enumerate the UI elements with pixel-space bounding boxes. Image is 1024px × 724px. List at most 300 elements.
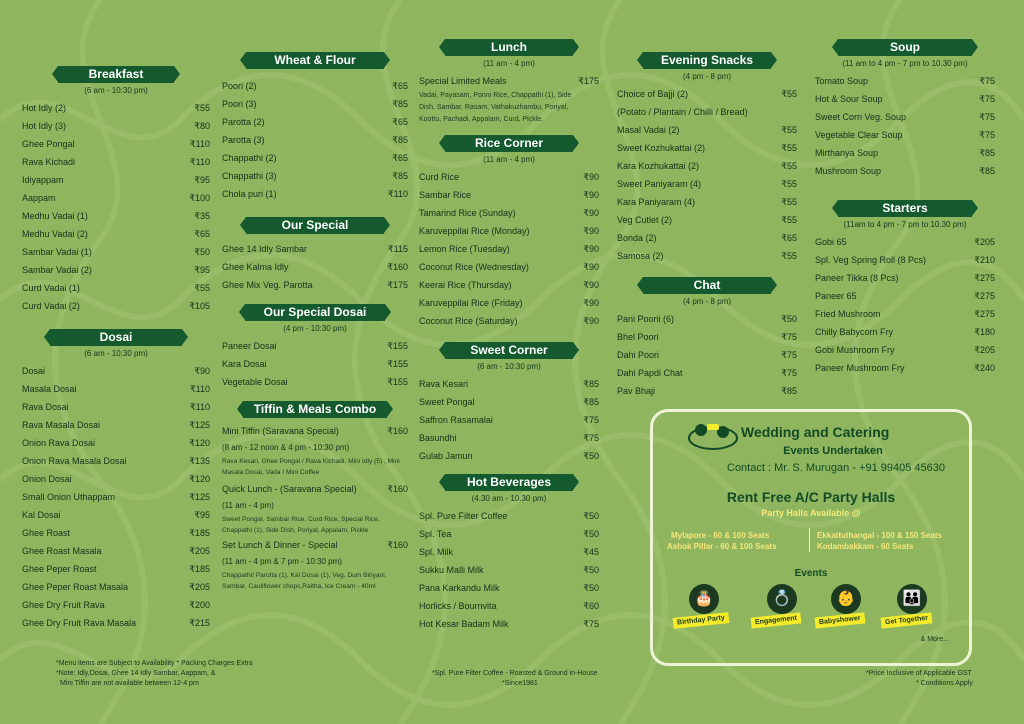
special-dosai-item-name: Vegetable Dosai: [222, 377, 288, 387]
dosai-item-name: Rava Masala Dosai: [22, 420, 101, 430]
wedding-catering-box: [650, 409, 972, 666]
hot-item-row: [419, 507, 599, 525]
dosai-item-row: [22, 416, 210, 434]
soup-item-name: Mirthanya Soup: [815, 148, 879, 158]
set-lunch-row: [222, 536, 408, 554]
chat-list: [617, 310, 797, 400]
dosai-item-name: Onion Rava Masala Dosai: [22, 456, 127, 466]
rings-icon: 💍: [767, 584, 797, 614]
starters-item-row: [815, 341, 995, 359]
chat-item-name: Bhel Poori: [617, 332, 659, 342]
rice-item-price: ₹90: [583, 298, 599, 308]
hot-item-name: Pana Karkandu Milk: [419, 583, 500, 593]
dosai-item-name: Rava Dosai: [22, 402, 69, 412]
wedding-contact: Contact : Mr. S. Murugan - +91 99405 45630: [727, 462, 945, 474]
dosai-item-name: Ghee Peper Roast: [22, 564, 97, 574]
soup-item-price: ₹85: [979, 166, 995, 176]
breakfast-item-price: ₹110: [189, 157, 210, 167]
sweet-section: [419, 342, 599, 465]
sweet-item-row: [419, 447, 599, 465]
quick-lunch-price: ₹160: [387, 484, 408, 494]
snacks-item-price: ₹55: [781, 143, 797, 153]
wedding-subtitle: Events Undertaken: [783, 445, 883, 457]
rice-item-name: Karuveppilai Rice (Monday): [419, 226, 530, 236]
rice-item-row: [419, 186, 599, 204]
soup-item-name: Hot & Sour Soup: [815, 94, 883, 104]
snacks-item-name: Veg Cutlet (2): [617, 215, 673, 225]
dosai-item-row: [22, 470, 210, 488]
starters-item-name: Fried Mushroom: [815, 309, 881, 319]
sweet-item-name: Saffron Rasamalai: [419, 415, 493, 425]
event-label: Engagement: [751, 612, 802, 628]
chat-item-name: Pani Poorii (6): [617, 314, 675, 324]
starters-item-name: Paneer 65: [815, 291, 857, 301]
cake-icon: 🎂: [689, 584, 719, 614]
wheat-item-name: Poori (2): [222, 81, 257, 91]
special-dosai-item-row: [222, 373, 408, 391]
hot-hours: (4.30 am - 10.30 pm): [471, 494, 547, 503]
our-special-section: [222, 217, 408, 294]
mini-tiffin-desc: Rava Kesari, Ghee Pongal / Rava Kichadi, Mini Idly (5) , Mini Masala Dosai, Vada / Mini Coffee: [222, 458, 400, 476]
venue-divider: [809, 528, 810, 552]
dosai-item-row: [22, 434, 210, 452]
chat-item-price: ₹50: [781, 314, 797, 324]
our-special-item-name: Ghee Mix Veg. Parotta: [222, 280, 313, 290]
starters-item-row: [815, 233, 995, 251]
starters-header: Starters: [838, 200, 972, 217]
breakfast-item-row: [22, 135, 210, 153]
party-halls-title: Rent Free A/C Party Halls: [726, 489, 896, 505]
venue-ashok-pillar: Ashok Pillar - 60 & 100 Seats: [667, 542, 777, 551]
breakfast-item-row: [22, 279, 210, 297]
dosai-item-price: ₹90: [194, 366, 210, 376]
chat-item-row: [617, 382, 797, 400]
soup-item-price: ₹75: [979, 76, 995, 86]
hot-item-price: ₹50: [583, 583, 599, 593]
soup-list: [815, 72, 995, 180]
quick-lunch-row: [222, 480, 408, 498]
soup-item-name: Sweet Corn Veg. Soup: [815, 112, 907, 122]
dosai-item-price: ₹135: [189, 456, 210, 466]
rice-item-name: Sambar Rice: [419, 190, 472, 200]
starters-item-price: ₹205: [974, 237, 995, 247]
wheat-item-name: Chappathi (3): [222, 171, 277, 181]
rice-list: [419, 168, 599, 330]
dosai-item-name: Kal Dosai: [22, 510, 61, 520]
quick-lunch-hours: (11 am - 4 pm): [222, 501, 274, 510]
starters-item-price: ₹275: [974, 273, 995, 283]
wheat-item-row: [222, 113, 408, 131]
snacks-item-row: [617, 103, 797, 121]
hot-item-row: [419, 543, 599, 561]
dosai-item-row: [22, 596, 210, 614]
breakfast-item-name: Ghee Pongal: [22, 139, 75, 149]
mini-tiffin-price: ₹160: [387, 426, 408, 436]
wheat-item-price: ₹85: [392, 99, 408, 109]
rice-item-row: [419, 168, 599, 186]
wheat-item-price: ₹65: [392, 81, 408, 91]
snacks-item-row: [617, 175, 797, 193]
dosai-item-price: ₹200: [189, 600, 210, 610]
sweet-item-price: ₹75: [583, 415, 599, 425]
soup-hours: (11 am to 4 pm - 7 pm to 10.30 pm): [842, 59, 968, 68]
dosai-item-name: Ghee Roast: [22, 528, 71, 538]
wheat-item-row: [222, 149, 408, 167]
hot-item-price: ₹75: [583, 619, 599, 629]
soup-item-price: ₹75: [979, 112, 995, 122]
breakfast-item-price: ₹35: [194, 211, 210, 221]
starters-item-row: [815, 305, 995, 323]
breakfast-item-name: Rava Kichadi: [22, 157, 76, 167]
breakfast-item-price: ₹65: [194, 229, 210, 239]
sweet-item-row: [419, 393, 599, 411]
special-dosai-item-row: [222, 337, 408, 355]
wheat-item-name: Poori (3): [222, 99, 257, 109]
dosai-header: Dosai: [50, 329, 182, 346]
hot-item-price: ₹50: [583, 565, 599, 575]
snacks-item-row: [617, 157, 797, 175]
rice-item-name: Tamarind Rice (Sunday): [419, 208, 516, 218]
dosai-item-row: [22, 560, 210, 578]
sweet-item-row: [419, 411, 599, 429]
lunch-item-row: [419, 72, 599, 90]
sweet-hours: (6 am - 10:30 pm): [477, 362, 541, 371]
snacks-item-row: [617, 121, 797, 139]
snacks-item-row: [617, 229, 797, 247]
breakfast-item-price: ₹50: [194, 247, 210, 257]
special-dosai-header: Our Special Dosai: [245, 304, 385, 321]
column-3: [419, 39, 599, 642]
breakfast-header: Breakfast: [58, 66, 174, 83]
starters-item-price: ₹275: [974, 291, 995, 301]
dosai-item-row: [22, 506, 210, 524]
snacks-item-name: Kara Kozhukattai (2): [617, 161, 700, 171]
chat-item-row: [617, 364, 797, 382]
rice-item-price: ₹90: [583, 262, 599, 272]
chat-header: Chat: [643, 277, 771, 294]
our-special-item-name: Ghee Kalma Idly: [222, 262, 289, 272]
wheat-item-name: Chappathi (2): [222, 153, 277, 163]
breakfast-item-row: [22, 171, 210, 189]
breakfast-item-name: Idiyappam: [22, 175, 64, 185]
dosai-item-price: ₹110: [189, 384, 210, 394]
snacks-item-price: ₹55: [781, 161, 797, 171]
snacks-item-price: ₹55: [781, 215, 797, 225]
our-special-item-name: Ghee 14 Idly Sambar: [222, 244, 308, 254]
wheat-item-price: ₹110: [387, 189, 408, 199]
chat-item-price: ₹85: [781, 386, 797, 396]
rice-section: [419, 135, 599, 330]
hot-list: [419, 507, 599, 633]
starters-item-price: ₹275: [974, 309, 995, 319]
wheat-item-row: [222, 185, 408, 203]
breakfast-item-price: ₹55: [194, 283, 210, 293]
set-lunch-name: Set Lunch & Dinner - Special: [222, 540, 338, 550]
starters-item-row: [815, 269, 995, 287]
dosai-item-name: Ghee Dry Fruit Rava Masala: [22, 618, 137, 628]
lunch-hours: (11 am - 4 pm): [483, 59, 535, 68]
column-4: [617, 52, 797, 409]
breakfast-item-row: [22, 99, 210, 117]
snacks-item-row: [617, 85, 797, 103]
hot-header: Hot Beverages: [445, 474, 573, 491]
starters-item-name: Gobi Mushroom Fry: [815, 345, 895, 355]
soup-item-row: [815, 72, 995, 90]
breakfast-hours: (6 am - 10:30 pm): [84, 86, 148, 95]
column-2: [222, 52, 408, 601]
dosai-item-price: ₹120: [189, 438, 210, 448]
special-dosai-hours: (4 pm - 10:30 pm): [283, 324, 347, 333]
wheat-item-price: ₹85: [392, 135, 408, 145]
breakfast-item-name: Medhu Vadai (2): [22, 229, 88, 239]
starters-item-name: Chilly Babycorn Fry: [815, 327, 894, 337]
starters-section: [815, 200, 995, 377]
snacks-hours: (4 pm - 8 pm): [682, 72, 731, 81]
special-dosai-item-name: Kara Dosai: [222, 359, 267, 369]
dosai-item-price: ₹125: [189, 492, 210, 502]
breakfast-item-row: [22, 117, 210, 135]
lunch-desc: Vadai, Payasam, Ponni Rice, Chappathi (1), Side Dish, Sambar, Rasam, Vathakuzhambu, Poriyal, Koottu, Pachadi, Appalam, Curd, Pickle.: [419, 92, 572, 123]
sweet-list: [419, 375, 599, 465]
starters-list: [815, 233, 995, 377]
snacks-item-name: Sweet Paniyaram (4): [617, 179, 702, 189]
hot-item-row: [419, 597, 599, 615]
chat-item-price: ₹75: [781, 332, 797, 342]
breakfast-item-row: [22, 153, 210, 171]
rice-item-row: [419, 294, 599, 312]
note-availability: *Menu items are Subject to Availability * Packing Charges Extra: [56, 660, 253, 667]
special-dosai-item-price: ₹155: [387, 359, 408, 369]
hot-item-name: Spl. Milk: [419, 547, 454, 557]
rice-item-row: [419, 312, 599, 330]
special-dosai-item-name: Paneer Dosai: [222, 341, 277, 351]
breakfast-section: [22, 66, 210, 315]
event-birthday-party: [673, 584, 733, 640]
snacks-item-name: Kara Paniyaram (4): [617, 197, 696, 207]
dosai-item-name: Onion Dosai: [22, 474, 72, 484]
special-dosai-item-price: ₹155: [387, 341, 408, 351]
lunch-item-price: ₹175: [578, 76, 599, 86]
dosai-item-name: Ghee Dry Fruit Rava: [22, 600, 105, 610]
wheat-item-price: ₹65: [392, 153, 408, 163]
sweet-item-price: ₹85: [583, 397, 599, 407]
chat-item-row: [617, 346, 797, 364]
rice-item-row: [419, 222, 599, 240]
dosai-item-price: ₹110: [189, 402, 210, 412]
event-label: Babyshower: [815, 612, 866, 628]
dosai-item-price: ₹185: [189, 528, 210, 538]
starters-item-price: ₹180: [974, 327, 995, 337]
event-label: Birthday Party: [673, 612, 730, 629]
breakfast-item-row: [22, 207, 210, 225]
rice-item-row: [419, 204, 599, 222]
breakfast-item-price: ₹110: [189, 139, 210, 149]
snacks-item-price: ₹65: [781, 233, 797, 243]
hot-item-price: ₹45: [583, 547, 599, 557]
starters-item-name: Paneer Mushroom Fry: [815, 363, 905, 373]
soup-item-price: ₹85: [979, 148, 995, 158]
rice-item-name: Karuveppilai Rice (Friday): [419, 298, 523, 308]
note-filter-coffee: *Spl. Pure Filter Coffee - Roasted & Ground in-House: [432, 670, 598, 677]
rice-item-name: Lemon Rice (Tuesday): [419, 244, 510, 254]
rice-item-price: ₹90: [583, 280, 599, 290]
dosai-item-name: Small Onion Uthappam: [22, 492, 116, 502]
starters-item-name: Paneer Tikka (8 Pcs): [815, 273, 899, 283]
rice-item-price: ₹90: [583, 208, 599, 218]
dosai-item-price: ₹120: [189, 474, 210, 484]
rice-item-price: ₹90: [583, 226, 599, 236]
starters-item-name: Spl. Veg Spring Roll (8 Pcs): [815, 255, 927, 265]
event-engagement: [751, 584, 811, 640]
snacks-item-row: [617, 247, 797, 265]
breakfast-item-row: [22, 189, 210, 207]
quick-lunch-name: Quick Lunch - (Saravana Special): [222, 484, 357, 494]
set-lunch-desc: Chappathi/ Parotta (1), Kal Dosai (1), Veg. Dum Biriyani, Sambar, Cauliflower chops,Raitha, Ice Cream - 40ml: [222, 572, 387, 590]
event-babyshower: [815, 584, 875, 640]
wheat-item-row: [222, 167, 408, 185]
hot-section: [419, 474, 599, 633]
sweet-item-name: Sweet Pongal: [419, 397, 475, 407]
snacks-item-name: Bonda (2): [617, 233, 657, 243]
set-lunch-hours: (11 am - 4 pm & 7 pm - 10:30 pm): [222, 557, 342, 566]
snacks-item-row: [617, 211, 797, 229]
lunch-item-name: Special Limited Meals: [419, 76, 507, 86]
snacks-list: [617, 85, 797, 265]
hot-item-price: ₹50: [583, 529, 599, 539]
breakfast-item-price: ₹105: [189, 301, 210, 311]
dosai-item-name: Ghee Roast Masala: [22, 546, 102, 556]
our-special-list: [222, 240, 408, 294]
venue-kodambakkam: Kodambakkam - 60 Seats: [817, 542, 914, 551]
sweet-item-row: [419, 375, 599, 393]
rice-item-price: ₹90: [583, 244, 599, 254]
breakfast-item-name: Curd Vadai (1): [22, 283, 80, 293]
rice-item-name: Curd Rice: [419, 172, 460, 182]
soup-item-name: Vegetable Clear Soup: [815, 130, 903, 140]
wheat-section: [222, 52, 408, 203]
soup-item-row: [815, 144, 995, 162]
breakfast-item-name: Sambar Vadai (2): [22, 265, 92, 275]
rice-item-row: [419, 240, 599, 258]
rice-item-price: ₹90: [583, 190, 599, 200]
rice-item-price: ₹90: [583, 172, 599, 182]
sweet-item-price: ₹75: [583, 433, 599, 443]
soup-item-row: [815, 90, 995, 108]
snacks-item-price: ₹55: [781, 89, 797, 99]
starters-item-price: ₹205: [974, 345, 995, 355]
rice-item-name: Coconut Rice (Saturday): [419, 316, 518, 326]
our-special-item-price: ₹115: [387, 244, 408, 254]
snacks-section: [617, 52, 797, 265]
hot-item-row: [419, 525, 599, 543]
hot-item-price: ₹50: [583, 511, 599, 521]
event-get-together: [881, 584, 941, 640]
quick-lunch-desc: Sweet Pongal, Sambar Rice, Curd Rice, Special Rice, Chappathi (1), Side Dish, Poriyal, Appalam, Pickle: [222, 516, 380, 534]
chat-item-price: ₹75: [781, 368, 797, 378]
starters-hours: (11am to 4 pm - 7 pm to 10.30 pm): [843, 220, 967, 229]
wheat-header: Wheat & Flour: [246, 52, 384, 69]
hot-item-price: ₹60: [583, 601, 599, 611]
snacks-item-price: ₹55: [781, 197, 797, 207]
dosai-item-row: [22, 578, 210, 596]
wheat-list: [222, 77, 408, 203]
sweet-item-price: ₹85: [583, 379, 599, 389]
dosai-item-row: [22, 542, 210, 560]
dosai-item-price: ₹215: [189, 618, 210, 628]
column-5: [815, 39, 995, 386]
hot-item-name: Sukku Malli Milk: [419, 565, 484, 575]
snacks-header: Evening Snacks: [643, 52, 771, 69]
note-conditions: * Conditions Apply: [916, 680, 973, 687]
group-icon: 👪: [897, 584, 927, 614]
party-halls-available: Party Halls Available @: [761, 508, 861, 518]
rice-item-price: ₹90: [583, 316, 599, 326]
dosai-item-row: [22, 452, 210, 470]
mini-tiffin-name: Mini Tiffin (Saravana Special): [222, 426, 339, 436]
breakfast-item-price: ₹55: [194, 103, 210, 113]
dosai-item-name: Ghee Peper Roast Masala: [22, 582, 129, 592]
our-special-item-row: [222, 258, 408, 276]
hot-item-name: Spl. Tea: [419, 529, 452, 539]
our-special-item-row: [222, 276, 408, 294]
starters-item-price: ₹210: [974, 255, 995, 265]
note-since: *Since1981: [502, 680, 538, 687]
starters-item-row: [815, 323, 995, 341]
hot-item-row: [419, 579, 599, 597]
chat-item-name: Pav Bhaji: [617, 386, 656, 396]
wheat-item-name: Parotta (2): [222, 117, 265, 127]
event-label: Get Together: [881, 612, 933, 628]
special-dosai-item-price: ₹155: [387, 377, 408, 387]
events-title: Events: [794, 568, 828, 579]
tiffin-section: [222, 401, 408, 592]
dosai-item-row: [22, 614, 210, 632]
special-dosai-section: [222, 304, 408, 391]
breakfast-item-name: Hot Idly (3): [22, 121, 67, 131]
set-lunch-price: ₹160: [387, 540, 408, 550]
snacks-item-price: ₹55: [781, 179, 797, 189]
starters-item-row: [815, 287, 995, 305]
hot-item-name: Hot Kesar Badam Milk: [419, 619, 509, 629]
sweet-header: Sweet Corner: [445, 342, 573, 359]
dosai-list: [22, 362, 210, 632]
chat-item-row: [617, 328, 797, 346]
breakfast-item-price: ₹80: [194, 121, 210, 131]
breakfast-item-row: [22, 261, 210, 279]
sweet-item-name: Basundhi: [419, 433, 457, 443]
tiffin-header: Tiffin & Meals Combo: [243, 401, 387, 418]
breakfast-item-price: ₹95: [194, 175, 210, 185]
rice-item-name: Coconut Rice (Wednesday): [419, 262, 529, 272]
dosai-item-row: [22, 362, 210, 380]
dosai-item-name: Masala Dosai: [22, 384, 77, 394]
soup-item-row: [815, 162, 995, 180]
dosai-hours: (6 am - 10:30 pm): [84, 349, 148, 358]
our-special-item-price: ₹160: [387, 262, 408, 272]
soup-item-row: [815, 126, 995, 144]
hot-item-name: Horlicks / Bournvita: [419, 601, 497, 611]
hot-item-name: Spl. Pure Filter Coffee: [419, 511, 508, 521]
lunch-section: [419, 39, 599, 126]
note-unavailable-2: Mini Tiffin are not available between 12-4 pm: [60, 680, 199, 687]
starters-item-row: [815, 359, 995, 377]
snacks-item-price: ₹55: [781, 251, 797, 261]
sweet-item-name: Gulab Jamun: [419, 451, 473, 461]
column-1: [22, 66, 210, 641]
breakfast-item-row: [22, 225, 210, 243]
snacks-item-name: Samosa (2): [617, 251, 664, 261]
wheat-item-price: ₹85: [392, 171, 408, 181]
